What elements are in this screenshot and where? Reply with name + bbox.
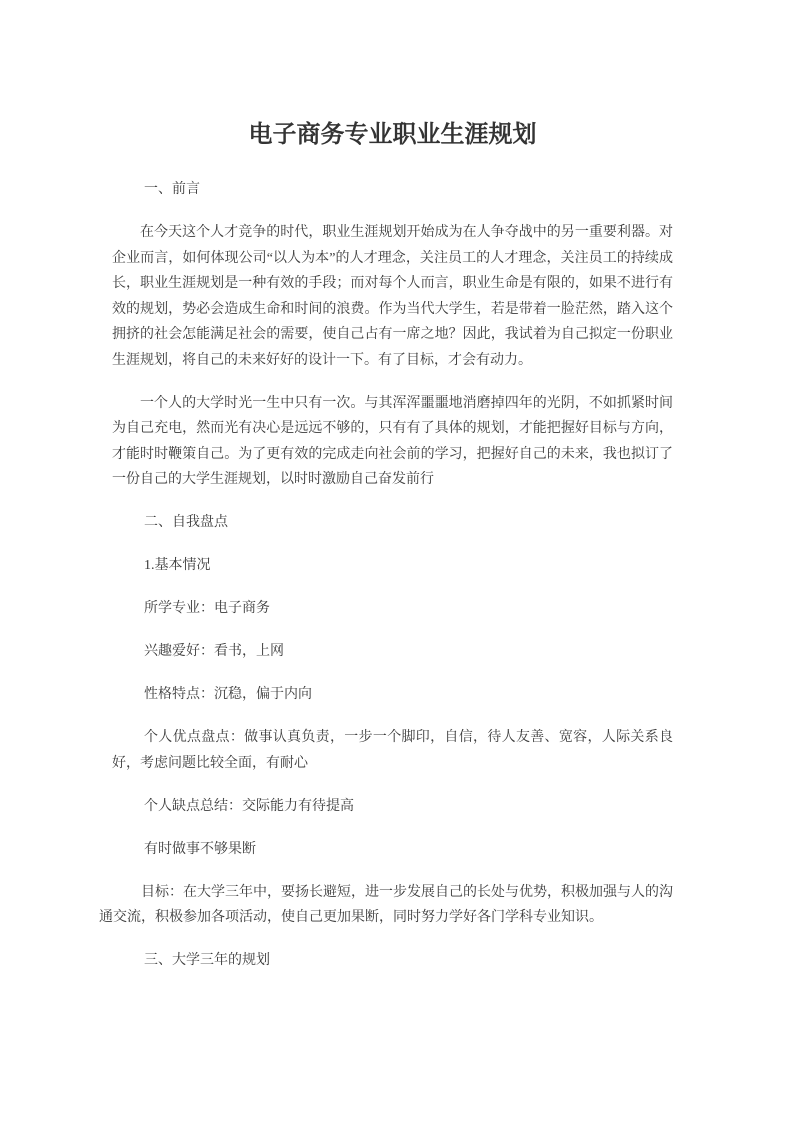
heading-three-year-plan: 三、大学三年的规划 bbox=[144, 953, 270, 968]
heading-self-inventory: 二、自我盘点 bbox=[144, 515, 228, 530]
line-weaknesses: 个人缺点总结：交际能力有待提高 bbox=[144, 798, 354, 814]
para-foreword-2: 一个人的大学时光一生中只有一次。与其浑浑噩噩地消磨掉四年的光阴，不如抓紧时间为自己充电，然而光有决心是远远不够的，只有有了具体的规划，才能把握好目标与方向，才能时时鞭策自己。为了更有效的完成走向社会前的学习，把握好自己的未来，我也拟订了一份自己的大学生涯规划，以时时激励自己奋发前行 bbox=[112, 395, 673, 487]
line-major: 所学专业：电子商务 bbox=[144, 601, 270, 616]
document-title: 电子商务专业职业生涯规划 bbox=[248, 122, 537, 148]
line-indecisive: 有时做事不够果断 bbox=[144, 841, 256, 857]
line-hobbies: 兴趣爱好：看书，上网 bbox=[144, 644, 284, 659]
heading-foreword: 一、前言 bbox=[144, 182, 200, 197]
line-personality: 性格特点：沉稳，偏于内向 bbox=[144, 687, 312, 702]
para-strengths: 个人优点盘点：做事认真负责，一步一个脚印，自信，待人友善、宽容，人际关系良好，考虑问题比较全面，有耐心 bbox=[112, 730, 673, 771]
subheading-basic-info: 1.基本情况 bbox=[144, 558, 211, 573]
para-foreword-1: 在今天这个人才竞争的时代，职业生涯规划开始成为在人争夺战中的另一重要利器。对企业而言，如何体现公司“以人为本”的人才理念，关注员工的人才理念，关注员工的持续成长，职业生涯规划是一种有效的手段；而对每个人而言，职业生命是有限的，如果不进行有效的规划，势必会造成生命和时间的浪费。作为当代大学生，若是带着一脸茫然，踏入这个拥挤的社会怎能满足社会的需要，使自己占有一席之地？因此，我试着为自己拟定一份职业生涯规划，将自己的未来好好的设计一下。有了目标，才会有动力。 bbox=[112, 225, 673, 368]
para-goal: 目标：在大学三年中，要扬长避短，进一步发展自己的长处与优势，积极加强与人的沟通交流，积极参加各项活动，使自己更加果断，同时努力学好各门学科专业知识。 bbox=[99, 884, 673, 925]
